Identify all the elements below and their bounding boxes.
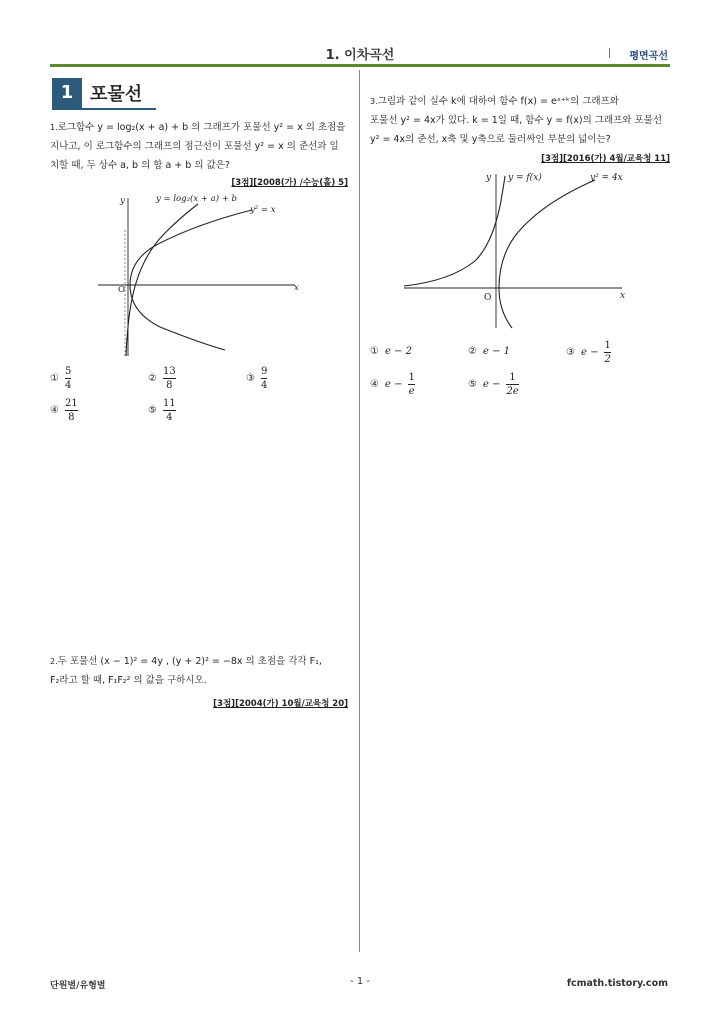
x-axis-label: x (620, 291, 626, 301)
option-4[interactable] (370, 372, 415, 397)
numerator: 1 (408, 372, 415, 383)
x-axis-label: x (294, 283, 299, 293)
option-mark: ⑤ (148, 405, 157, 416)
section-number: 1 (52, 78, 82, 108)
question-1 (50, 118, 350, 175)
numerator: 11 (162, 398, 176, 409)
option-fraction (604, 340, 610, 365)
question-2-line-1: 두 포물선 (x − 1)² = 4y , (y + 2)² = −8x 의 초점을 각각 F₁, (57, 656, 322, 667)
option-mark: ④ (370, 379, 379, 390)
log-curve-label: y = log₂(x + a) + b (156, 194, 237, 204)
denominator: 4 (166, 412, 173, 423)
option-mark: ③ (566, 347, 575, 358)
option-text: e − (384, 379, 403, 390)
header-tag: 평면곡선 (629, 51, 668, 62)
question-2-source: [3점][2004(가) 10월/교육청 20] (213, 699, 348, 709)
question-2 (50, 652, 350, 690)
parabola-label: y² = 4x (590, 173, 623, 183)
section-title: 포물선 (90, 84, 143, 105)
parabola-label: y² = x (250, 205, 276, 215)
numerator: 21 (64, 398, 78, 409)
question-3-line-1: 그림과 같이 실수 k에 대하여 함수 f(x) = eˣ⁺ᵏ의 그래프와 (377, 96, 619, 107)
question-number: 3. (370, 97, 378, 106)
option-text: e − 1 (482, 346, 510, 357)
parabola-curve-lower (130, 285, 225, 350)
option-fraction (163, 398, 176, 423)
footer-site: fcmath.tistory.com (566, 978, 668, 989)
option-2[interactable] (148, 366, 176, 391)
option-5[interactable] (468, 372, 519, 397)
question-3-line-2: 포물선 y² = 4x가 있다. k = 1일 때, 함수 y = f(x)의 그래프와 포물선 (370, 115, 663, 126)
footer-category: 단원별/유형별 (50, 981, 106, 991)
question-1-line-1: 로그함수 y = log₂(x + a) + b 의 그래프가 포물선 y² = x 의 초점을 (57, 122, 346, 133)
page-number: - 1 - (350, 976, 370, 987)
option-mark: ① (50, 373, 59, 384)
option-4[interactable] (50, 398, 78, 423)
numerator: 9 (260, 366, 268, 377)
option-fraction (163, 366, 176, 391)
option-fraction (506, 372, 518, 397)
denominator: 8 (68, 412, 75, 423)
option-2[interactable] (468, 346, 510, 357)
denominator: 8 (166, 380, 173, 391)
option-fraction (65, 366, 71, 391)
option-fraction (65, 398, 78, 423)
y-axis-label: y (486, 173, 492, 183)
exponential-curve (404, 176, 505, 286)
option-fraction (408, 372, 414, 397)
numerator: 1 (604, 340, 611, 351)
option-text: e − (580, 347, 599, 358)
question-3-graph (400, 166, 632, 334)
question-2-line-2: F₂라고 할 때, F₁F₂² 의 값을 구하시오. (50, 675, 207, 686)
question-number: 1. (50, 123, 58, 132)
denominator: 4 (64, 380, 72, 391)
option-mark: ⑤ (468, 379, 477, 390)
section-underline (52, 108, 156, 110)
parabola-curve (130, 210, 252, 285)
column-divider (359, 70, 360, 952)
option-mark: ① (370, 346, 379, 357)
question-1-graph (90, 188, 310, 358)
question-1-line-2: 지나고, 이 로그함수의 그래프의 점근선이 포물선 y² = x 의 준선과 일 (50, 141, 339, 152)
question-3-source: [3점][2016(가) 4월/교육청 11] (541, 154, 670, 164)
numerator: 13 (162, 366, 176, 377)
option-3[interactable] (246, 366, 267, 391)
parabola-curve-lower (499, 288, 512, 328)
page-title: 1. 이차곡선 (325, 48, 395, 63)
parabola-curve (499, 180, 595, 288)
option-fraction (261, 366, 267, 391)
origin-label: O (484, 293, 492, 303)
question-number: 2. (50, 657, 58, 666)
question-3-line-3: y² = 4x의 준선, x축 및 y축으로 둘러싸인 부분의 넓이는? (370, 134, 611, 145)
option-text: e − 2 (384, 346, 412, 357)
denominator: 2e (506, 386, 519, 397)
denominator: e (408, 386, 415, 397)
option-1[interactable] (50, 366, 71, 391)
question-1-line-3: 치할 때, 두 상수 a, b 의 합 a + b 의 값은? (50, 160, 230, 171)
function-label: y = f(x) (508, 173, 542, 183)
denominator: 4 (260, 380, 268, 391)
y-axis-label: y (120, 196, 125, 206)
header-divider (609, 48, 610, 58)
option-1[interactable] (370, 346, 412, 357)
log-curve (126, 204, 198, 356)
numerator: 1 (509, 372, 516, 383)
origin-label: O (118, 285, 125, 295)
header-rule (50, 64, 670, 67)
option-mark: ② (468, 346, 477, 357)
option-mark: ④ (50, 405, 59, 416)
numerator: 5 (64, 366, 72, 377)
question-3 (370, 92, 675, 149)
option-3[interactable] (566, 340, 611, 365)
option-mark: ③ (246, 373, 255, 384)
option-mark: ② (148, 373, 157, 384)
option-5[interactable] (148, 398, 176, 423)
question-1-source: [3점][2008(가) /수능(홀) 5] (231, 178, 348, 188)
denominator: 2 (604, 354, 611, 365)
option-text: e − (482, 379, 501, 390)
